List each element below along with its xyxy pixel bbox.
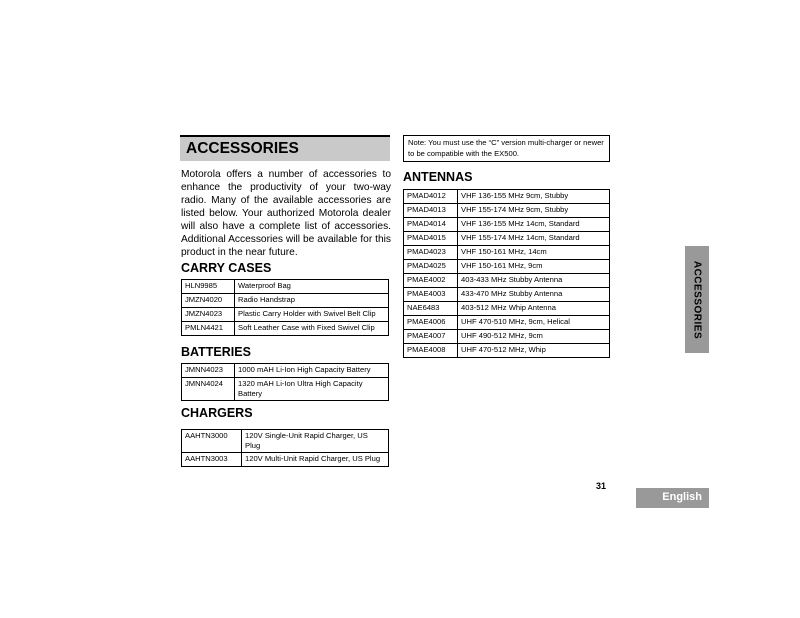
table-row xyxy=(404,218,610,232)
carry-cases-heading: CARRY CASES xyxy=(181,261,272,275)
description-cell: Soft Leather Case with Fixed Swivel Clip xyxy=(235,322,389,336)
part-number-cell: PMAE4007 xyxy=(404,330,458,344)
side-tab-label: ACCESSORIES xyxy=(691,260,703,339)
part-number-cell: PMAD4012 xyxy=(404,190,458,204)
table-row xyxy=(182,378,389,401)
chargers-heading: CHARGERS xyxy=(181,406,253,420)
part-number-cell: JMZN4023 xyxy=(182,308,235,322)
part-number-cell: PMAD4015 xyxy=(404,232,458,246)
part-number-cell: PMAE4002 xyxy=(404,274,458,288)
part-number-cell: HLN9985 xyxy=(182,280,235,294)
language-tab xyxy=(636,488,709,508)
description-cell: Radio Handstrap xyxy=(235,294,389,308)
table-row xyxy=(404,190,610,204)
table-row xyxy=(404,274,610,288)
chargers-table xyxy=(181,429,389,467)
description-cell: 120V Multi-Unit Rapid Charger, US Plug xyxy=(242,453,389,467)
table-row xyxy=(404,232,610,246)
part-number-cell: NAE6483 xyxy=(404,302,458,316)
table-row xyxy=(404,316,610,330)
part-number-cell: JMZN4020 xyxy=(182,294,235,308)
table-row xyxy=(404,330,610,344)
page-number: 31 xyxy=(596,481,607,491)
table-row xyxy=(404,204,610,218)
description-cell: Plastic Carry Holder with Swivel Belt Clip xyxy=(235,308,389,322)
batteries-heading: BATTERIES xyxy=(181,345,251,359)
language-tab-label: English xyxy=(662,491,702,503)
description-cell: 1320 mAH Li-Ion Ultra High Capacity Battery xyxy=(235,378,389,401)
side-tab-accessories xyxy=(685,246,709,353)
description-cell: 1000 mAH Li-Ion High Capacity Battery xyxy=(235,364,389,378)
table-row xyxy=(404,246,610,260)
table-row xyxy=(182,430,389,453)
intro-paragraph: Motorola offers a number of accessories to enhance the productivity of your two-way radio. Many of the available accessories are listed below. Your authorized Motorola dealer will also have a complete list of accessories. Additional Accessories will be available for this product in the near future. xyxy=(181,169,391,258)
description-cell: VHF 150-161 MHz, 9cm xyxy=(458,260,610,274)
table-row xyxy=(182,364,389,378)
antennas-table xyxy=(403,189,610,358)
description-cell: 403-512 MHz Whip Antenna xyxy=(458,302,610,316)
part-number-cell: JMNN4024 xyxy=(182,378,235,401)
part-number-cell: PMAD4023 xyxy=(404,246,458,260)
part-number-cell: PMAE4008 xyxy=(404,344,458,358)
part-number-cell: AAHTN3000 xyxy=(182,430,242,453)
description-cell: 433-470 MHz Stubby Antenna xyxy=(458,288,610,302)
description-cell: VHF 155-174 MHz 14cm, Standard xyxy=(458,232,610,246)
table-row xyxy=(182,294,389,308)
carry-cases-table xyxy=(181,279,389,336)
part-number-cell: PMAD4025 xyxy=(404,260,458,274)
description-cell: UHF 490-512 MHz, 9cm xyxy=(458,330,610,344)
part-number-cell: PMLN4421 xyxy=(182,322,235,336)
table-row xyxy=(404,302,610,316)
table-row xyxy=(182,453,389,467)
description-cell: UHF 470-510 MHz, 9cm, Helical xyxy=(458,316,610,330)
table-row xyxy=(182,322,389,336)
table-row xyxy=(182,280,389,294)
table-row xyxy=(182,308,389,322)
table-row xyxy=(404,288,610,302)
description-cell: 403-433 MHz Stubby Antenna xyxy=(458,274,610,288)
part-number-cell: PMAD4013 xyxy=(404,204,458,218)
part-number-cell: PMAE4003 xyxy=(404,288,458,302)
part-number-cell: PMAE4006 xyxy=(404,316,458,330)
description-cell: VHF 136-155 MHz 9cm, Stubby xyxy=(458,190,610,204)
table-row xyxy=(404,344,610,358)
part-number-cell: AAHTN3003 xyxy=(182,453,242,467)
description-cell: VHF 136-155 MHz 14cm, Standard xyxy=(458,218,610,232)
description-cell: Waterproof Bag xyxy=(235,280,389,294)
description-cell: VHF 155-174 MHz 9cm, Stubby xyxy=(458,204,610,218)
part-number-cell: PMAD4014 xyxy=(404,218,458,232)
description-cell: 120V Single-Unit Rapid Charger, US Plug xyxy=(242,430,389,453)
description-cell: UHF 470-512 MHz, Whip xyxy=(458,344,610,358)
part-number-cell: JMNN4023 xyxy=(182,364,235,378)
table-row xyxy=(404,260,610,274)
charger-note: Note: You must use the “C” version multi-charger or newer to be compatible with the EX500. xyxy=(403,135,610,162)
antennas-heading: ANTENNAS xyxy=(403,170,473,184)
section-title-bar xyxy=(180,135,390,161)
section-title: ACCESSORIES xyxy=(186,140,299,157)
description-cell: VHF 150-161 MHz, 14cm xyxy=(458,246,610,260)
batteries-table xyxy=(181,363,389,401)
